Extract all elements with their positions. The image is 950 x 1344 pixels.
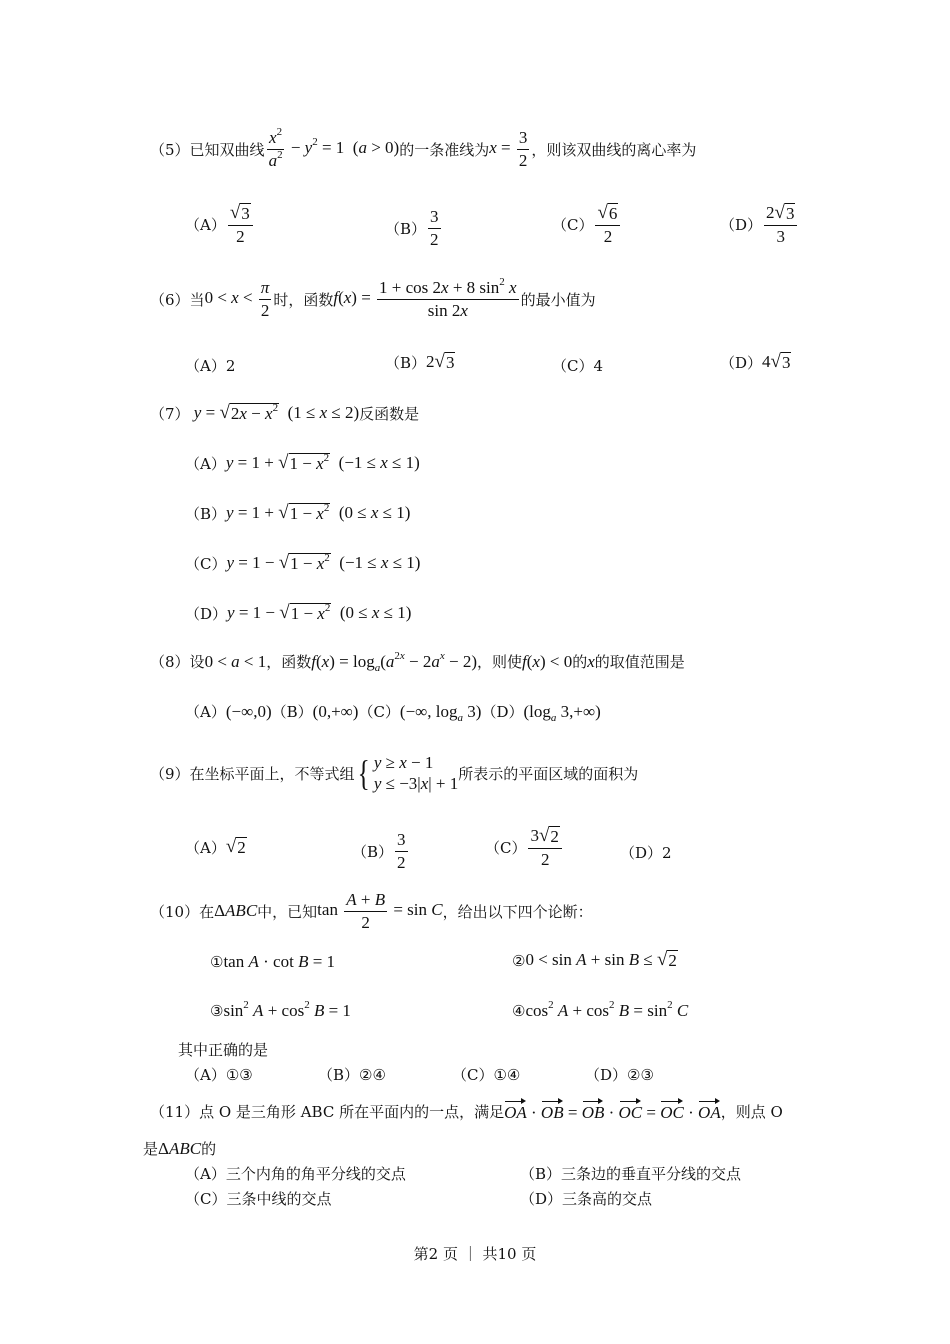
question-text: 已知双曲线 [189, 140, 265, 159]
question-7: （7） y = √ $2x - x^2$ (1 ≤ x ≤ 2) 反函数是 [150, 402, 420, 424]
option-10b: （B） ②④ [318, 1065, 386, 1084]
question-11-cont: 是 ΔABC 的 [143, 1138, 217, 1158]
math-directrix: x = $\frac{3}{2}$ [489, 128, 528, 170]
option-10a: （A） ①③ [185, 1065, 253, 1084]
option-11c: （C） 三条中线的交点 [185, 1190, 332, 1208]
option-9a: （A） √ 2 [185, 836, 246, 858]
option-11d: （D） 三条高的交点 [520, 1190, 653, 1208]
question-11: （11） 点 O 是三角形 ABC 所在平面内的一点，满足 OA · OB = OB · OC = OC · OA ，则点 O [150, 1100, 783, 1123]
claim-2: ② 0 < sin A + sin B ≤ √ 2 [512, 949, 677, 970]
option-10d: （D） ②③ [585, 1065, 654, 1084]
math-hyperbola: $\frac{x^2}{a^2}$ − $y^2 = 1$ (a > 0) [268, 126, 400, 170]
option-7c: （C） y = 1 − √ $1 - x^2$ (−1 ≤ x ≤ 1) [185, 552, 421, 574]
inequality-system: { y ≥ x − 1 y ≤ −3|x| + 1 [357, 753, 459, 794]
claim-4: ④ $\cos^2 A + \cos^2 B = \sin^2 C$ [512, 999, 689, 1020]
option-9c: （C） 3 √ 2 2 [485, 826, 564, 870]
option-5c: （C） √ 6 2 [552, 203, 622, 247]
option-6a: （A） 2 [185, 356, 236, 375]
question-8: （8） 设 0 < a < 1 ，函数 $f(x) = \log_a(a^{2x} - 2a^x - 2)$ ，则使 f(x) < 0 的 x 的取值范围是 [150, 649, 685, 674]
option-11b: （B） 三条边的垂直平分线的交点 [520, 1165, 742, 1183]
option-5a: （A） √ 3 2 [185, 203, 255, 247]
question-5 [150, 128, 696, 170]
question-10-prompt: 其中正确的是 [178, 1041, 269, 1059]
option-10c: （C） ①④ [452, 1065, 521, 1084]
option-5b: （B） $\frac{3}{2}$ [385, 207, 439, 249]
question-10: （10） 在 ΔABC 中，已知 tan $\frac{A + B}{2}$ = sin C ，给出以下四个论断： [150, 890, 593, 932]
vector-equation: OA · OB = OB · OC = OC · OA [504, 1100, 721, 1123]
option-8-row: （A） (−∞,0) （B） (0,+∞) （C） (−∞, $\log_a 3$) （D） ($\log_a$ 3,+∞) [185, 701, 601, 724]
option-7b: （B） y = 1 + √ $1 - x^2$ (0 ≤ x ≤ 1) [185, 502, 411, 524]
question-9: （9） 在坐标平面上，不等式组 { y ≥ x − 1 y ≤ −3|x| + 1 所表示的平面区域的面积为 [150, 753, 639, 794]
option-6c: （C） 4 [552, 356, 604, 375]
claim-3: ③ $\sin^2 A + \cos^2 B = 1$ [210, 999, 351, 1020]
question-text: 的一条准线为 [399, 140, 490, 159]
question-6: （6） 当 0 < x < $\frac{\pi}{2}$ 时，函数 f(x) = $\frac{1 + \cos 2x + 8 \sin^2 x}{\sin 2x}$ 的最小值为 [150, 276, 596, 320]
option-11a: （A） 三个内角的角平分线的交点 [185, 1165, 406, 1183]
option-6d: （D） 4 √ 3 [720, 351, 791, 373]
question-number: （5） [150, 140, 190, 159]
option-5d: （D） 2 √ 3 3 [720, 203, 799, 247]
option-7a: （A） y = 1 + √ $1 - x^2$ (−1 ≤ x ≤ 1) [185, 452, 420, 474]
option-9d: （D） 2 [620, 843, 672, 862]
question-text: ，则该双曲线的离心率为 [531, 140, 697, 159]
option-9b: （B） $\frac{3}{2}$ [352, 830, 406, 872]
option-6b: （B） 2 √ 3 [385, 351, 455, 373]
option-7d: （D） y = 1 − √ $1 - x^2$ (0 ≤ x ≤ 1) [185, 602, 412, 624]
claim-1: ① tan A · cot B = 1 [210, 952, 336, 971]
page-footer: 第2 页 ｜ 共10 页 [413, 1245, 537, 1263]
